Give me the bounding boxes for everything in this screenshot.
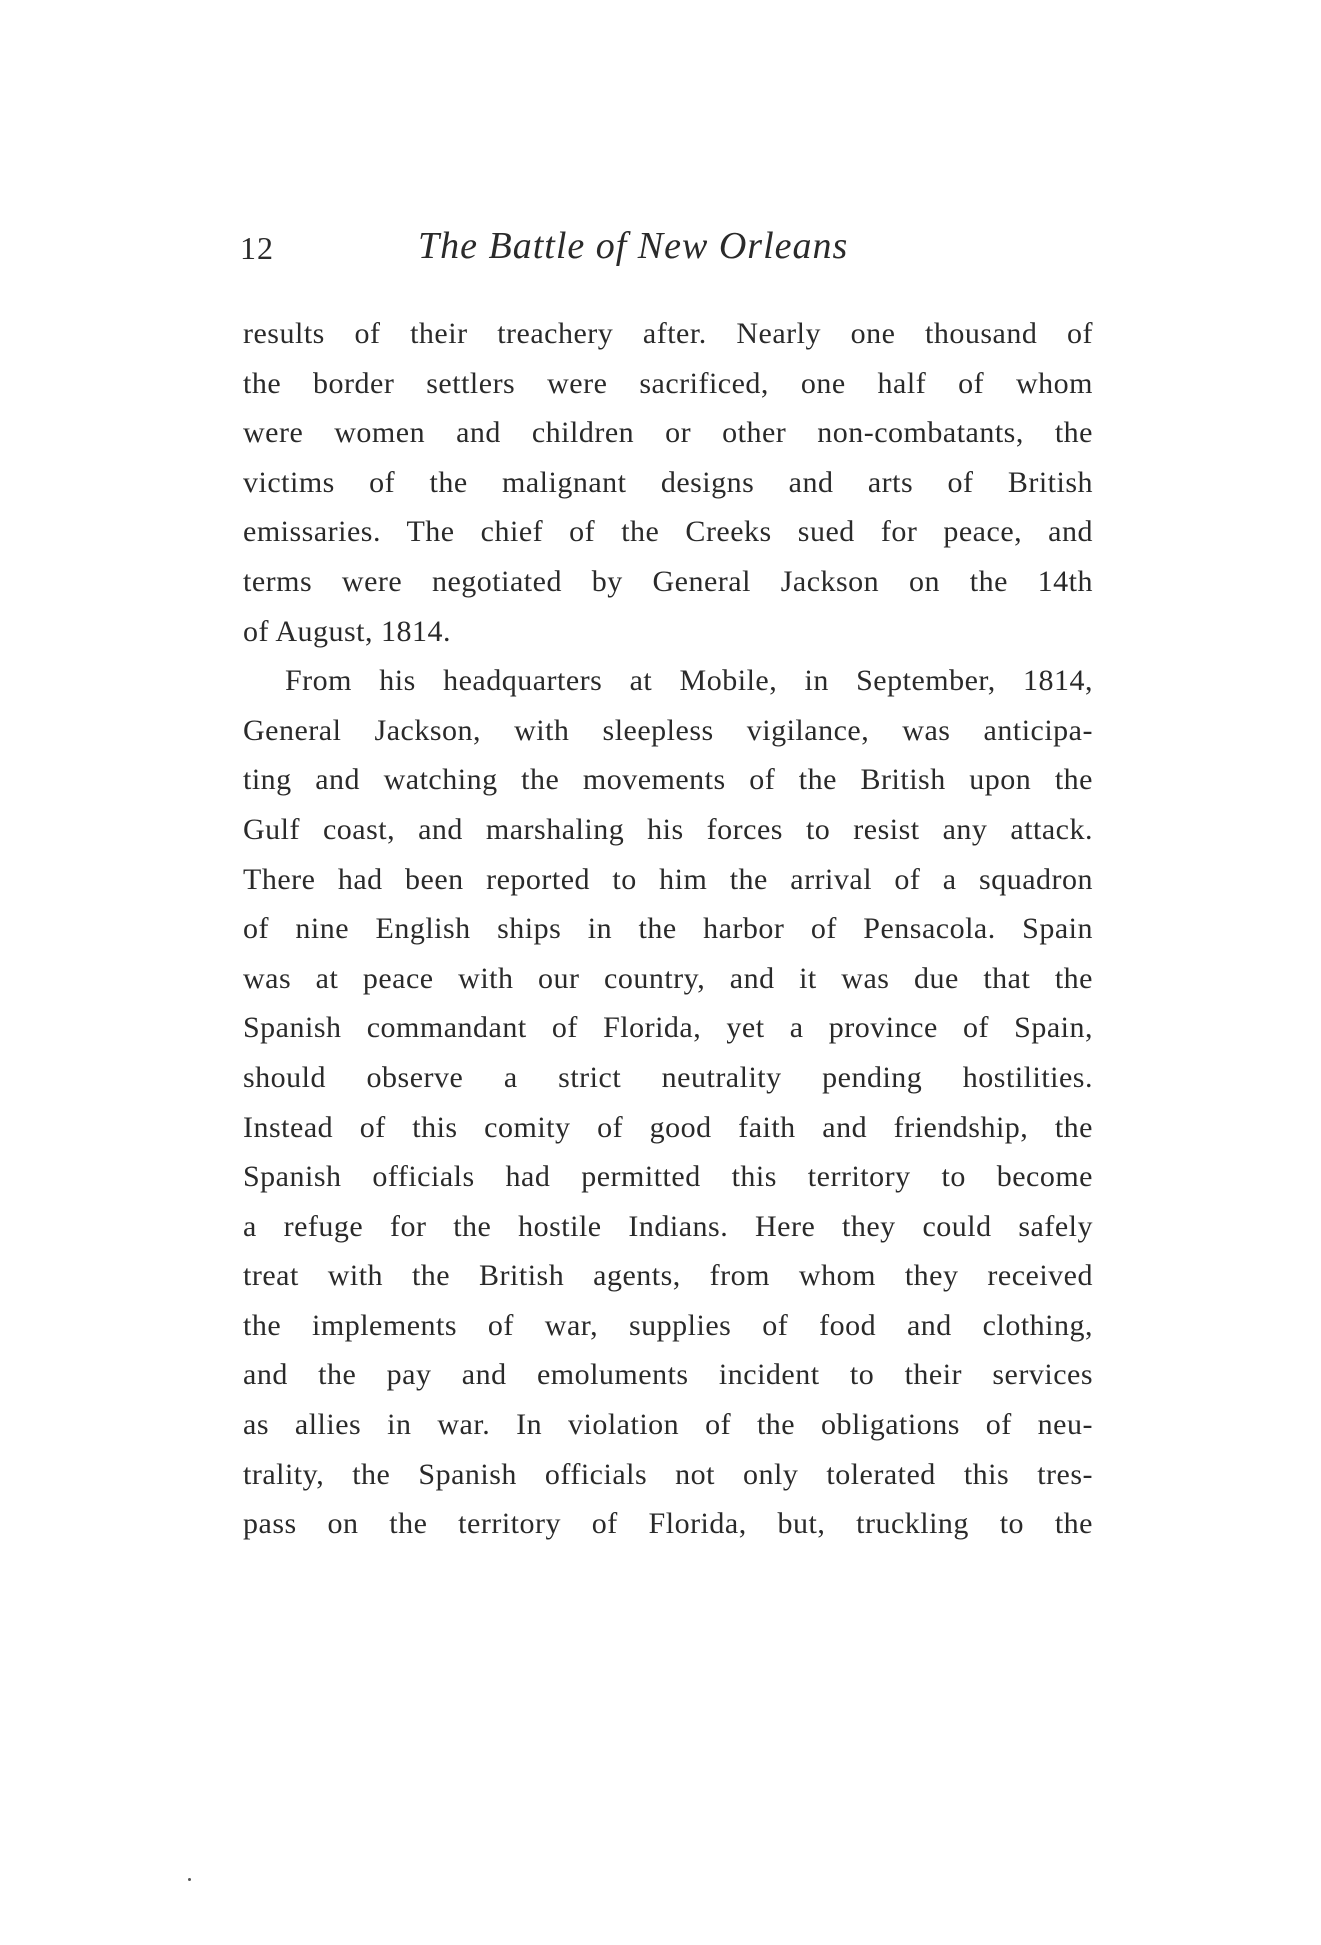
text-line: of August, 1814. xyxy=(243,614,452,648)
text-line: Spanish officials had permitted this territory to become xyxy=(243,1160,1093,1194)
text-line: should observe a strict neutrality pending hostilities. xyxy=(243,1060,1093,1094)
paragraph-first-line: From his headquarters at Mobile, in September, 1814, xyxy=(285,664,1093,698)
text-line: a refuge for the hostile Indians. Here they could safely xyxy=(243,1209,1093,1243)
text-line: as allies in war. In violation of the obligations of neu- xyxy=(243,1408,1093,1442)
text-line: results of their treachery after. Nearly one thousand of xyxy=(243,317,1093,350)
text-line: the implements of war, supplies of food and clothing, xyxy=(243,1308,1093,1342)
text-line: trality, the Spanish officials not only tolerated this tres- xyxy=(243,1457,1093,1491)
text-line: of nine English ships in the harbor of Pensacola. Spain xyxy=(243,912,1093,946)
body-text xyxy=(243,309,1093,1549)
text-line: Instead of this comity of good faith and friendship, the xyxy=(243,1110,1093,1144)
text-line: was at peace with our country, and it was due that the xyxy=(243,961,1093,995)
text-line: treat with the British agents, from whom they received xyxy=(243,1259,1093,1293)
text-line: Spanish commandant of Florida, yet a province of Spain, xyxy=(243,1011,1093,1045)
text-line: the border settlers were sacrificed, one half of whom xyxy=(243,366,1093,400)
text-line: ting and watching the movements of the British upon the xyxy=(243,763,1093,797)
text-line: and the pay and emoluments incident to their services xyxy=(243,1358,1093,1392)
text-line: There had been reported to him the arrival of a squadron xyxy=(243,862,1093,896)
text-line: emissaries. The chief of the Creeks sued for peace, and xyxy=(243,515,1093,549)
text-line: Gulf coast, and marshaling his forces to resist any attack. xyxy=(243,812,1093,846)
text-line: pass on the territory of Florida, but, truckling to the xyxy=(243,1507,1093,1541)
page-number: 12 xyxy=(240,230,274,266)
text-line: victims of the malignant designs and arts of British xyxy=(243,465,1093,499)
text-line: terms were negotiated by General Jackson on the 14th xyxy=(243,564,1093,598)
running-head: The Battle of New Orleans xyxy=(418,225,849,267)
text-line: General Jackson, with sleepless vigilance, was anticipa- xyxy=(243,713,1093,747)
ink-speck xyxy=(188,1878,191,1881)
text-line: were women and children or other non-combatants, the xyxy=(243,416,1093,450)
